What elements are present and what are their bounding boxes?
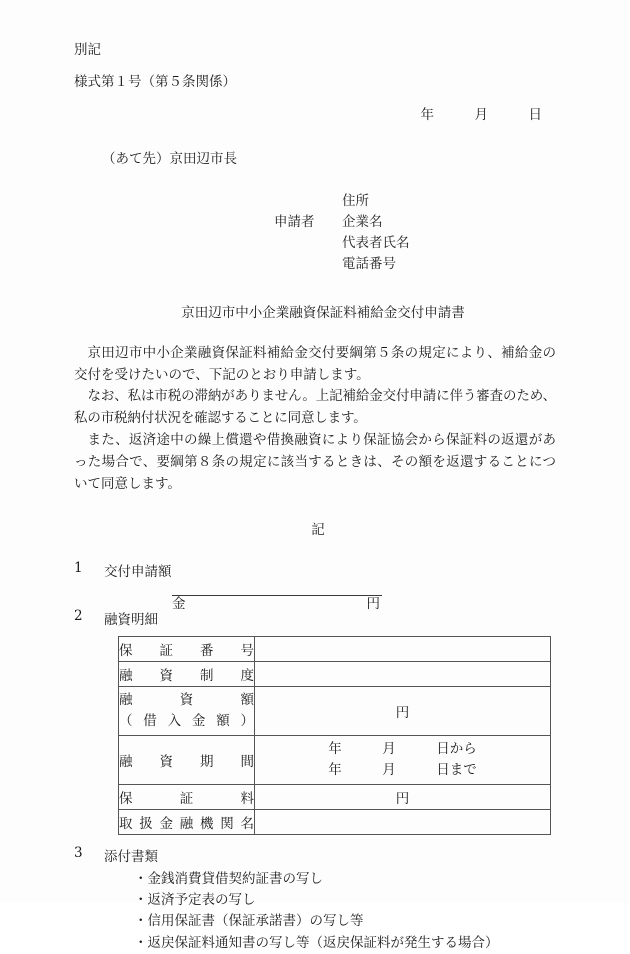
row-value-financial-institution[interactable]	[255, 809, 551, 834]
applicant-row	[274, 254, 556, 275]
row-value-loan-period[interactable]	[255, 735, 551, 784]
table-row	[119, 809, 551, 834]
applicant-row	[274, 212, 556, 233]
applicant-row	[274, 233, 556, 254]
loan-detail-table-wrapper	[74, 636, 556, 835]
table-row	[119, 735, 551, 784]
applicant-row-label	[274, 191, 342, 212]
item-number: 3	[74, 844, 83, 861]
row-value-guarantee-number[interactable]	[255, 636, 551, 661]
applicant-company-field: 企業名	[342, 213, 383, 230]
ki-marker: 記	[311, 521, 325, 538]
applicant-representative-field: 代表者氏名	[342, 234, 410, 251]
addressee: （あて先）京田辺市長	[102, 151, 237, 167]
row-value-guarantee-fee[interactable]: 円	[255, 784, 551, 809]
body-paragraph-2: なお、私は市税の滞納がありません。上記補給金交付申請に伴う審査のため、私の市税納付状況を確認することに同意します。	[74, 388, 556, 427]
row-label-financial-institution: 取扱金融機関名	[119, 809, 255, 834]
item-3-attachments	[74, 845, 556, 865]
row-label-loan-amount-sub: （借入金額）	[119, 712, 254, 729]
document-body	[74, 44, 556, 954]
item-2-loan-details	[74, 608, 556, 628]
applicant-row-label	[274, 233, 342, 254]
list-item: ・返済予定表の写し	[134, 892, 256, 909]
loan-period-to: 年 月 日まで	[328, 761, 477, 778]
loan-detail-table	[118, 636, 551, 835]
item-label: 融資明細	[104, 611, 158, 628]
list-item: ・返戻保証料通知書の写し等（返戻保証料が発生する場合）	[134, 934, 499, 951]
row-value-loan-program[interactable]	[255, 661, 551, 686]
amount-prefix: 金	[172, 595, 186, 612]
application-amount-input[interactable]	[172, 595, 382, 612]
row-label-guarantee-number: 保証番号	[119, 636, 255, 661]
row-label-loan-amount-main: 融資額	[119, 692, 254, 709]
bekki-label: 別記	[74, 42, 101, 58]
row-label-guarantee-fee: 保証料	[119, 784, 255, 809]
applicant-address-field: 住所	[342, 193, 369, 209]
page-title: 京田辺市中小企業融資保証料補給金交付申請書	[181, 304, 465, 321]
applicant-label: 申請者	[274, 213, 315, 230]
attachment-list	[74, 869, 556, 954]
item-label: 交付申請額	[104, 563, 172, 580]
applicant-row	[274, 191, 556, 212]
row-label-loan-period: 融資期間	[119, 735, 255, 784]
form-number: 様式第１号（第５条関係）	[74, 73, 236, 90]
date-line: 年 月 日	[420, 107, 542, 123]
table-row	[119, 661, 551, 686]
amount-row	[74, 584, 556, 612]
amount-suffix: 円	[366, 595, 380, 612]
body-paragraph-3: また、返済途中の繰上償還や借換融資により保証協会から保証料の返還があった場合で、要綱第８条の規定に該当するときは、その額を返還することについて同意します。	[74, 432, 556, 492]
body-paragraph-1: 京田辺市中小企業融資保証料補給金交付要綱第５条の規定により、補給金の交付を受けたいので、下記のとおり申請します。	[74, 344, 556, 383]
row-value-loan-amount[interactable]: 円	[255, 686, 551, 735]
item-number: 2	[74, 607, 83, 624]
applicant-row-label	[274, 254, 342, 275]
item-label: 添付書類	[104, 848, 158, 865]
table-row	[119, 784, 551, 809]
applicant-block	[74, 191, 556, 275]
row-label-loan-amount	[119, 686, 255, 735]
row-label-loan-program: 融資制度	[119, 661, 255, 686]
loan-period-from: 年 月 日から	[328, 741, 477, 758]
table-row	[119, 636, 551, 661]
applicant-phone-field: 電話番号	[342, 255, 396, 272]
table-row	[119, 686, 551, 735]
item-1-application-amount	[74, 560, 556, 580]
list-item: ・金銭消費貸借契約証書の写し	[134, 870, 323, 887]
item-number: 1	[74, 559, 83, 576]
list-item: ・信用保証書（保証承諾書）の写し等	[134, 913, 364, 930]
